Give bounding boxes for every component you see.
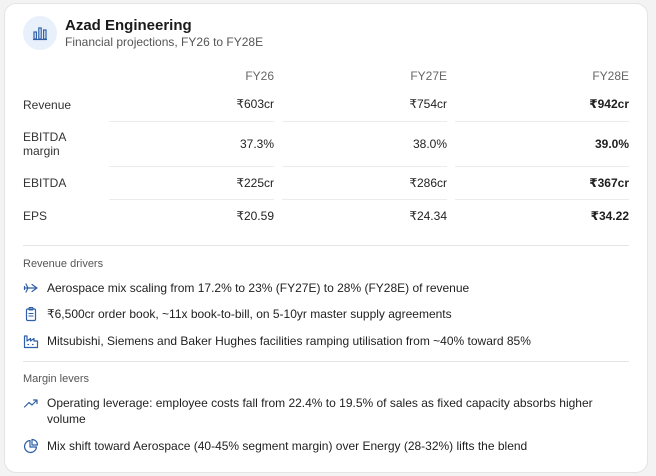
table-cell: ₹942cr <box>455 88 629 121</box>
table-cell: ₹286cr <box>282 166 447 199</box>
list-item <box>23 306 613 322</box>
card-header <box>23 16 263 50</box>
clipboard-icon <box>23 306 39 322</box>
table-cell: ₹367cr <box>455 166 629 199</box>
table-cell: ₹34.22 <box>590 208 629 223</box>
company-title: Azad Engineering <box>65 16 192 34</box>
table-cell: 39.0% <box>455 121 629 166</box>
table-cell: ₹20.59 <box>236 208 274 223</box>
section-divider <box>23 245 629 246</box>
header-blank <box>23 64 109 88</box>
revenue-drivers-title: Revenue drivers <box>23 258 104 270</box>
section-divider <box>23 361 629 362</box>
margin-levers-title: Margin levers <box>23 373 90 385</box>
list-item <box>23 280 613 296</box>
table-row <box>23 121 629 166</box>
list-item <box>23 333 613 349</box>
pie-chart-icon <box>23 438 39 454</box>
factory-icon <box>23 333 39 349</box>
table-cell: 38.0% <box>282 121 447 166</box>
row-label: EPS <box>23 208 48 223</box>
table-cell: ₹754cr <box>282 88 447 121</box>
column-header-fy26: FY26 <box>245 69 274 83</box>
list-item-text: Aerospace mix scaling from 17.2% to 23% (FY27E) to 28% (FY28E) of revenue <box>47 281 470 295</box>
airplane-icon <box>23 280 39 296</box>
trending-up-icon <box>23 395 39 411</box>
table-cell: ₹24.34 <box>409 208 447 223</box>
table-header-row <box>23 64 629 88</box>
table-row <box>23 199 629 232</box>
company-subtitle: Financial projections, FY26 to FY28E <box>65 34 264 49</box>
table-cell: ₹225cr <box>109 166 274 199</box>
row-label: EBITDA <box>23 175 67 190</box>
table-row <box>23 88 629 121</box>
table-cell: 37.3% <box>109 121 274 166</box>
list-item-text: Mix shift toward Aerospace (40-45% segment margin) over Energy (28-32%) lifts the blend <box>47 439 528 453</box>
row-label: Revenue <box>23 97 72 112</box>
row-label: EBITDA margin <box>23 129 66 158</box>
table-row <box>23 166 629 199</box>
bar-chart-icon <box>23 16 57 50</box>
list-item <box>23 395 613 427</box>
column-header-fy28e: FY28E <box>592 69 629 83</box>
list-item <box>23 438 613 454</box>
list-item-text: Operating leverage: employee costs fall from 22.4% to 19.5% of sales as fixed capacity absorbs higher volume <box>47 396 593 426</box>
column-header-fy27e: FY27E <box>410 69 447 83</box>
table-cell: ₹603cr <box>109 88 274 121</box>
list-item-text: Mitsubishi, Siemens and Baker Hughes facilities ramping utilisation from ~40% toward 85% <box>47 334 531 348</box>
projection-table <box>23 64 629 232</box>
list-item-text: ₹6,500cr order book, ~11x book-to-bill, on 5-10yr master supply agreements <box>47 307 452 321</box>
projection-card <box>4 3 648 473</box>
